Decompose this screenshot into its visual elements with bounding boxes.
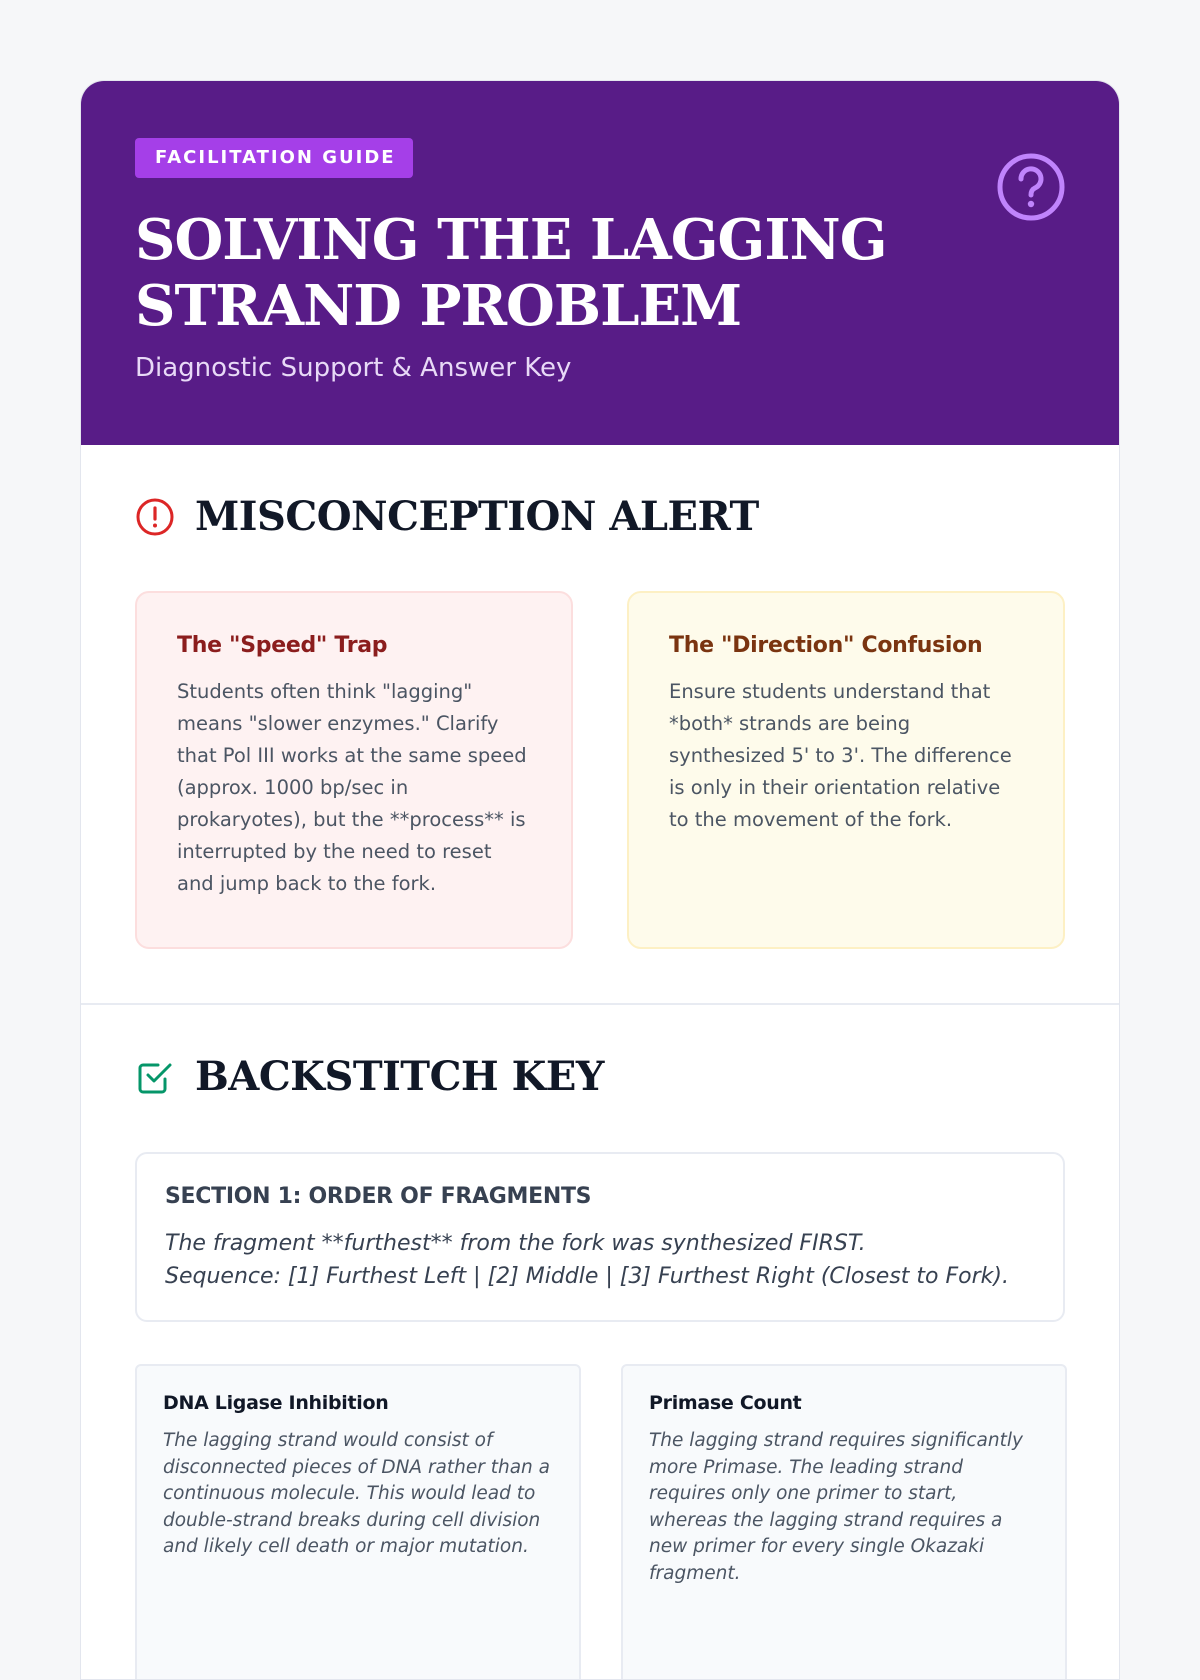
ligase-inhibition-box — [135, 1364, 581, 1680]
order-of-fragments-line2: Sequence: [1] Furthest Left | [2] Middle | [3] Furthest Right (Closest to Fork). — [165, 1264, 1009, 1289]
backstitch-heading — [135, 1053, 604, 1100]
ligase-inhibition-body: The lagging strand would consist of disconnected pieces of DNA rather than a continuous molecule. This would lead to double-strand breaks during cell division and likely cell death or major mutation. — [163, 1430, 550, 1557]
speed-trap-title: The "Speed" Trap — [177, 633, 388, 658]
header-banner — [81, 81, 1120, 445]
backstitch-heading-text: BACKSTITCH KEY — [195, 1053, 604, 1100]
help-circle-icon — [995, 151, 1067, 223]
order-of-fragments-title: SECTION 1: ORDER OF FRAGMENTS — [165, 1184, 592, 1209]
guide-card — [80, 80, 1120, 1680]
direction-confusion-card — [627, 591, 1065, 949]
facilitation-badge: FACILITATION GUIDE — [135, 138, 413, 178]
direction-confusion-body: Ensure students understand that *both* strands are being synthesized 5' to 3'. The difference is only in their orientation relative to the movement of the fork. — [669, 680, 1012, 831]
order-of-fragments-line1: The fragment **furthest** from the fork was synthesized FIRST. — [165, 1231, 866, 1256]
primase-count-title: Primase Count — [649, 1392, 802, 1414]
ligase-inhibition-title: DNA Ligase Inhibition — [163, 1392, 389, 1414]
order-of-fragments-box — [135, 1152, 1065, 1322]
primase-count-body: The lagging strand requires significantly more Primase. The leading strand requires only one primer to start, whereas the lagging strand requires a new primer for every single Okazaki fragment. — [649, 1430, 1023, 1584]
misconception-heading-text: MISCONCEPTION ALERT — [195, 493, 759, 540]
primase-count-box — [621, 1364, 1067, 1680]
speed-trap-body: Students often think "lagging" means "slower enzymes." Clarify that Pol III works at the same speed (approx. 1000 bp/sec in prokaryotes), but the **process** is interrupted by the need to reset and jump back to the fork. — [177, 680, 527, 895]
alert-circle-icon — [135, 497, 175, 537]
check-square-icon — [135, 1057, 175, 1097]
direction-confusion-title: The "Direction" Confusion — [669, 633, 983, 658]
section-divider — [81, 1003, 1120, 1005]
page-title: SOLVING THE LAGGING STRAND PROBLEM — [135, 207, 887, 339]
page-subtitle: Diagnostic Support & Answer Key — [135, 353, 572, 383]
speed-trap-card — [135, 591, 573, 949]
misconception-heading — [135, 493, 759, 540]
